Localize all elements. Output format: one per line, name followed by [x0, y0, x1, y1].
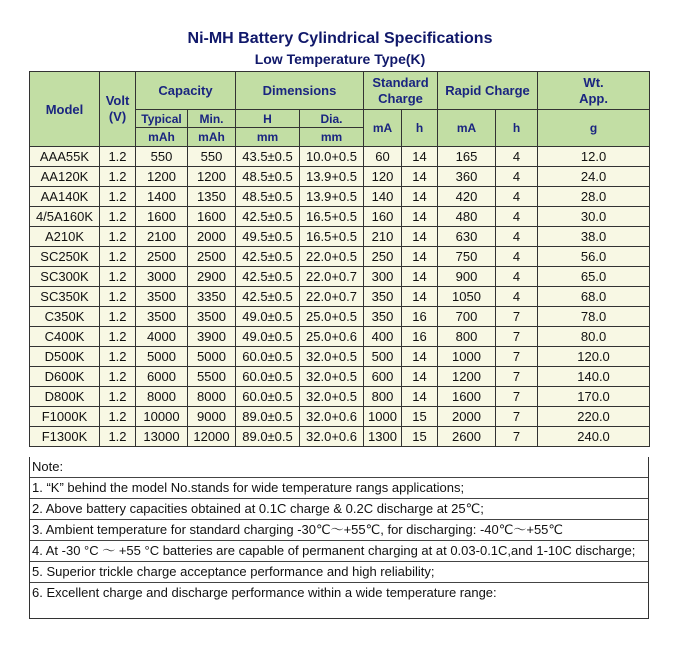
cell-std-hours: 14 — [402, 287, 438, 307]
cell-std-hours: 14 — [402, 207, 438, 227]
spec-table — [29, 71, 650, 447]
header-mm-h: mm — [236, 128, 300, 147]
cell-diameter: 22.0+0.7 — [300, 267, 364, 287]
cell-volt: 1.2 — [100, 367, 136, 387]
cell-std-current: 600 — [364, 367, 402, 387]
cell-rapid-current: 700 — [438, 307, 496, 327]
cell-rapid-current: 2600 — [438, 427, 496, 447]
cell-model: D800K — [30, 387, 100, 407]
cell-rapid-current: 800 — [438, 327, 496, 347]
cell-rapid-current: 1000 — [438, 347, 496, 367]
cell-rapid-hours: 4 — [496, 167, 538, 187]
header-rapid-ma: mA — [438, 110, 496, 147]
header-dia: Dia. — [300, 110, 364, 128]
table-row — [30, 347, 650, 367]
cell-typical-capacity: 10000 — [136, 407, 188, 427]
cell-height: 43.5±0.5 — [236, 147, 300, 167]
cell-rapid-current: 1050 — [438, 287, 496, 307]
cell-weight: 240.0 — [538, 427, 650, 447]
cell-rapid-hours: 4 — [496, 207, 538, 227]
cell-rapid-hours: 4 — [496, 267, 538, 287]
page-title: Ni-MH Battery Cylindrical Specifications — [187, 30, 493, 47]
header-standard-line1: Standard — [372, 74, 429, 90]
cell-height: 48.5±0.5 — [236, 187, 300, 207]
table-row — [30, 227, 650, 247]
cell-diameter: 16.5+0.5 — [300, 227, 364, 247]
header-typical: Typical — [136, 110, 188, 128]
cell-rapid-hours: 7 — [496, 327, 538, 347]
cell-rapid-hours: 4 — [496, 227, 538, 247]
cell-min-capacity: 3900 — [188, 327, 236, 347]
cell-volt: 1.2 — [100, 407, 136, 427]
header-std-ma: mA — [364, 110, 402, 147]
cell-volt: 1.2 — [100, 427, 136, 447]
cell-height: 42.5±0.5 — [236, 207, 300, 227]
cell-std-current: 300 — [364, 267, 402, 287]
cell-model: F1000K — [30, 407, 100, 427]
cell-rapid-hours: 7 — [496, 367, 538, 387]
cell-volt: 1.2 — [100, 167, 136, 187]
cell-model: AA140K — [30, 187, 100, 207]
cell-std-hours: 14 — [402, 367, 438, 387]
cell-weight: 28.0 — [538, 187, 650, 207]
table-row — [30, 147, 650, 167]
cell-model: D600K — [30, 367, 100, 387]
cell-diameter: 22.0+0.7 — [300, 287, 364, 307]
header-rapid-h: h — [496, 110, 538, 147]
cell-rapid-current: 1600 — [438, 387, 496, 407]
cell-rapid-hours: 4 — [496, 247, 538, 267]
cell-min-capacity: 550 — [188, 147, 236, 167]
cell-volt: 1.2 — [100, 227, 136, 247]
cell-height: 60.0±0.5 — [236, 387, 300, 407]
header-mm-dia: mm — [300, 128, 364, 147]
cell-rapid-hours: 7 — [496, 407, 538, 427]
header-volt-label: Volt — [105, 93, 130, 108]
table-row — [30, 167, 650, 187]
cell-std-current: 160 — [364, 207, 402, 227]
cell-typical-capacity: 3500 — [136, 307, 188, 327]
table-row — [30, 407, 650, 427]
cell-height: 49.0±0.5 — [236, 307, 300, 327]
header-std-h: h — [402, 110, 438, 147]
note-1: 1. “K” behind the model No.stands for wide temperature rangs applications; — [30, 478, 648, 499]
header-min: Min. — [188, 110, 236, 128]
header-volt — [100, 72, 136, 147]
cell-volt: 1.2 — [100, 147, 136, 167]
cell-model: F1300K — [30, 427, 100, 447]
cell-rapid-current: 1200 — [438, 367, 496, 387]
header-wt-line1: Wt. — [583, 74, 604, 90]
cell-model: SC300K — [30, 267, 100, 287]
cell-weight: 12.0 — [538, 147, 650, 167]
cell-min-capacity: 9000 — [188, 407, 236, 427]
cell-std-current: 60 — [364, 147, 402, 167]
table-row — [30, 207, 650, 227]
cell-std-current: 120 — [364, 167, 402, 187]
cell-min-capacity: 2500 — [188, 247, 236, 267]
page-subtitle: Low Temperature Type(K) — [254, 51, 426, 67]
cell-typical-capacity: 1600 — [136, 207, 188, 227]
cell-typical-capacity: 3500 — [136, 287, 188, 307]
cell-rapid-current: 420 — [438, 187, 496, 207]
header-wt-unit: g — [538, 110, 650, 147]
header-weight — [538, 72, 650, 110]
header-dimensions: Dimensions — [236, 72, 364, 110]
cell-height: 49.0±0.5 — [236, 327, 300, 347]
cell-typical-capacity: 3000 — [136, 267, 188, 287]
cell-std-hours: 14 — [402, 167, 438, 187]
cell-diameter: 25.0+0.5 — [300, 307, 364, 327]
header-mah-min: mAh — [188, 128, 236, 147]
cell-std-hours: 14 — [402, 347, 438, 367]
note-5: 5. Superior trickle charge acceptance performance and high reliability; — [30, 562, 648, 583]
spec-table-body — [30, 147, 650, 447]
cell-weight: 56.0 — [538, 247, 650, 267]
cell-model: 4/5A160K — [30, 207, 100, 227]
cell-model: C350K — [30, 307, 100, 327]
cell-std-current: 250 — [364, 247, 402, 267]
cell-volt: 1.2 — [100, 387, 136, 407]
cell-min-capacity: 5000 — [188, 347, 236, 367]
cell-std-hours: 15 — [402, 427, 438, 447]
table-row — [30, 427, 650, 447]
notes-box — [29, 457, 649, 619]
cell-typical-capacity: 1200 — [136, 167, 188, 187]
cell-min-capacity: 5500 — [188, 367, 236, 387]
cell-volt: 1.2 — [100, 307, 136, 327]
note-2: 2. Above battery capacities obtained at 0.1C charge & 0.2C discharge at 25℃; — [30, 499, 648, 520]
cell-volt: 1.2 — [100, 187, 136, 207]
cell-min-capacity: 3500 — [188, 307, 236, 327]
cell-typical-capacity: 2100 — [136, 227, 188, 247]
cell-volt: 1.2 — [100, 207, 136, 227]
cell-diameter: 32.0+0.5 — [300, 347, 364, 367]
cell-weight: 30.0 — [538, 207, 650, 227]
cell-height: 42.5±0.5 — [236, 267, 300, 287]
note-4: 4. At -30 °C ～ +55 °C batteries are capable of permanent charging at at 0.03-0.1C,and 1-10C discharge; — [30, 541, 648, 562]
cell-rapid-hours: 4 — [496, 187, 538, 207]
cell-std-hours: 14 — [402, 147, 438, 167]
cell-model: SC350K — [30, 287, 100, 307]
cell-diameter: 16.5+0.5 — [300, 207, 364, 227]
cell-rapid-current: 750 — [438, 247, 496, 267]
cell-weight: 65.0 — [538, 267, 650, 287]
table-row — [30, 287, 650, 307]
cell-rapid-current: 165 — [438, 147, 496, 167]
cell-min-capacity: 2000 — [188, 227, 236, 247]
cell-typical-capacity: 2500 — [136, 247, 188, 267]
cell-diameter: 22.0+0.5 — [300, 247, 364, 267]
cell-volt: 1.2 — [100, 287, 136, 307]
header-h: H — [236, 110, 300, 128]
table-row — [30, 327, 650, 347]
header-standard-line2: Charge — [378, 90, 423, 106]
cell-std-current: 140 — [364, 187, 402, 207]
cell-rapid-hours: 7 — [496, 307, 538, 327]
cell-typical-capacity: 550 — [136, 147, 188, 167]
cell-std-current: 800 — [364, 387, 402, 407]
cell-diameter: 32.0+0.5 — [300, 367, 364, 387]
table-row — [30, 247, 650, 267]
cell-height: 48.5±0.5 — [236, 167, 300, 187]
table-row — [30, 267, 650, 287]
cell-height: 89.0±0.5 — [236, 427, 300, 447]
cell-rapid-current: 630 — [438, 227, 496, 247]
cell-typical-capacity: 6000 — [136, 367, 188, 387]
cell-rapid-hours: 4 — [496, 147, 538, 167]
cell-rapid-hours: 7 — [496, 427, 538, 447]
cell-diameter: 25.0+0.6 — [300, 327, 364, 347]
header-capacity: Capacity — [136, 72, 236, 110]
note-3: 3. Ambient temperature for standard charging -30℃～+55℃, for discharging: -40℃～+55℃ — [30, 520, 648, 541]
cell-height: 60.0±0.5 — [236, 347, 300, 367]
cell-min-capacity: 12000 — [188, 427, 236, 447]
cell-typical-capacity: 13000 — [136, 427, 188, 447]
cell-weight: 38.0 — [538, 227, 650, 247]
cell-height: 42.5±0.5 — [236, 247, 300, 267]
cell-std-hours: 14 — [402, 227, 438, 247]
cell-volt: 1.2 — [100, 267, 136, 287]
table-row — [30, 187, 650, 207]
cell-std-current: 350 — [364, 287, 402, 307]
cell-weight: 78.0 — [538, 307, 650, 327]
cell-min-capacity: 2900 — [188, 267, 236, 287]
cell-weight: 140.0 — [538, 367, 650, 387]
cell-volt: 1.2 — [100, 327, 136, 347]
cell-diameter: 32.0+0.5 — [300, 387, 364, 407]
cell-std-hours: 14 — [402, 247, 438, 267]
cell-diameter: 13.9+0.5 — [300, 167, 364, 187]
header-rapid-charge: Rapid Charge — [438, 72, 538, 110]
cell-weight: 220.0 — [538, 407, 650, 427]
cell-height: 60.0±0.5 — [236, 367, 300, 387]
cell-model: D500K — [30, 347, 100, 367]
cell-height: 49.5±0.5 — [236, 227, 300, 247]
cell-model: C400K — [30, 327, 100, 347]
header-wt-line2: App. — [579, 90, 608, 106]
cell-min-capacity: 1600 — [188, 207, 236, 227]
cell-std-hours: 14 — [402, 267, 438, 287]
cell-model: A210K — [30, 227, 100, 247]
cell-diameter: 32.0+0.6 — [300, 427, 364, 447]
cell-diameter: 10.0+0.5 — [300, 147, 364, 167]
cell-diameter: 13.9+0.5 — [300, 187, 364, 207]
cell-std-current: 400 — [364, 327, 402, 347]
cell-std-hours: 14 — [402, 187, 438, 207]
cell-height: 89.0±0.5 — [236, 407, 300, 427]
cell-volt: 1.2 — [100, 247, 136, 267]
header-standard-charge — [364, 72, 438, 110]
header-volt-unit: (V) — [108, 109, 127, 124]
cell-rapid-hours: 4 — [496, 287, 538, 307]
cell-weight: 24.0 — [538, 167, 650, 187]
table-row — [30, 307, 650, 327]
cell-volt: 1.2 — [100, 347, 136, 367]
cell-min-capacity: 1350 — [188, 187, 236, 207]
cell-std-hours: 15 — [402, 407, 438, 427]
cell-std-hours: 14 — [402, 387, 438, 407]
note-6: 6. Excellent charge and discharge performance within a wide temperature range: — [32, 585, 497, 600]
cell-weight: 80.0 — [538, 327, 650, 347]
cell-weight: 68.0 — [538, 287, 650, 307]
notes-label: Note: — [30, 457, 648, 478]
cell-diameter: 32.0+0.6 — [300, 407, 364, 427]
cell-model: AAA55K — [30, 147, 100, 167]
cell-rapid-current: 900 — [438, 267, 496, 287]
cell-typical-capacity: 4000 — [136, 327, 188, 347]
cell-min-capacity: 3350 — [188, 287, 236, 307]
cell-height: 42.5±0.5 — [236, 287, 300, 307]
cell-rapid-current: 480 — [438, 207, 496, 227]
cell-min-capacity: 1200 — [188, 167, 236, 187]
table-row — [30, 387, 650, 407]
cell-typical-capacity: 5000 — [136, 347, 188, 367]
header-mah-typical: mAh — [136, 128, 188, 147]
cell-std-hours: 16 — [402, 307, 438, 327]
header-model: Model — [30, 72, 100, 147]
cell-min-capacity: 8000 — [188, 387, 236, 407]
cell-std-current: 350 — [364, 307, 402, 327]
cell-rapid-current: 360 — [438, 167, 496, 187]
cell-std-current: 210 — [364, 227, 402, 247]
cell-weight: 170.0 — [538, 387, 650, 407]
cell-rapid-hours: 7 — [496, 387, 538, 407]
cell-std-current: 1000 — [364, 407, 402, 427]
cell-typical-capacity: 1400 — [136, 187, 188, 207]
cell-std-hours: 16 — [402, 327, 438, 347]
cell-model: SC250K — [30, 247, 100, 267]
cell-model: AA120K — [30, 167, 100, 187]
cell-std-current: 1300 — [364, 427, 402, 447]
cell-typical-capacity: 8000 — [136, 387, 188, 407]
table-row — [30, 367, 650, 387]
cell-weight: 120.0 — [538, 347, 650, 367]
cell-rapid-hours: 7 — [496, 347, 538, 367]
cell-rapid-current: 2000 — [438, 407, 496, 427]
cell-std-current: 500 — [364, 347, 402, 367]
